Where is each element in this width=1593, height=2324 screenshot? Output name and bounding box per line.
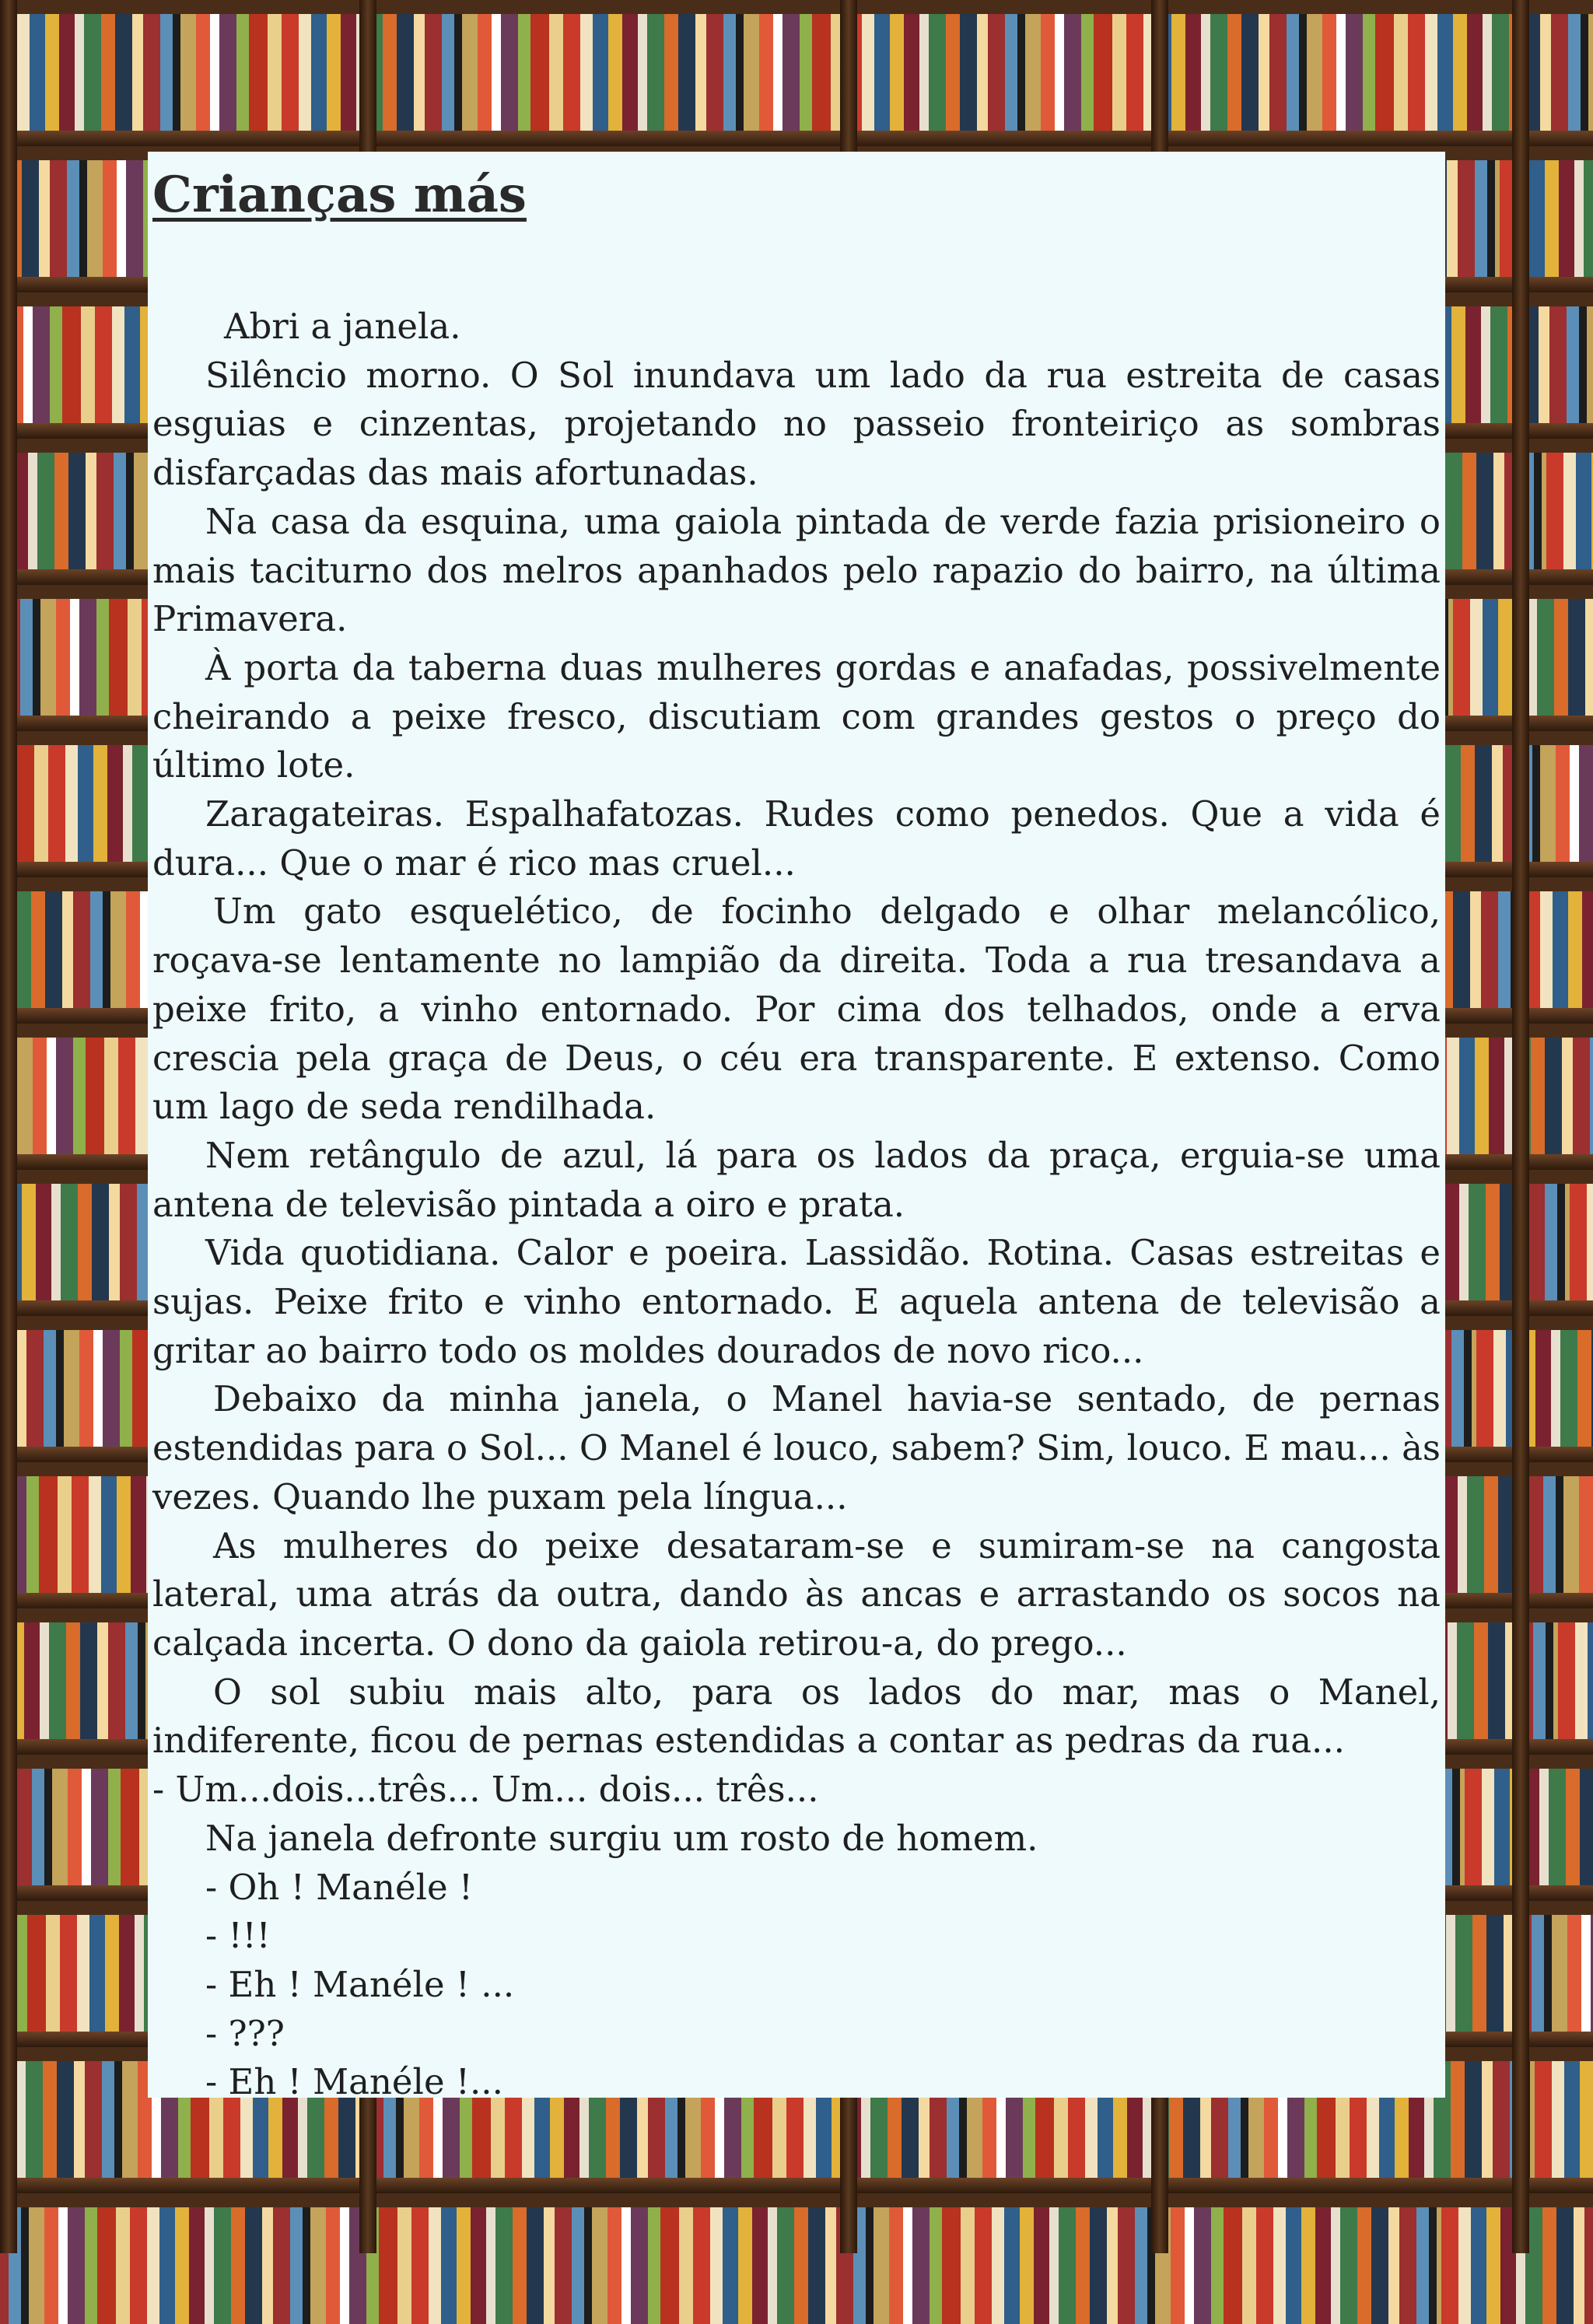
paragraph: À porta da taberna duas mulheres gordas e anafadas, possivelmente cheirando a peixe fresco, discutiam com grandes gestos o preço do último lote. — [152, 646, 1441, 786]
paragraph: Silêncio morno. O Sol inundava um lado da rua estreita de casas esguias e cinzentas, projetando no passeio fronteiriço as sombras disfarçadas das mais afortunadas. — [152, 354, 1441, 494]
dialogue-line: - Um...dois...três... Um... dois... três... — [152, 1769, 819, 1811]
dialogue-line: - !!! — [205, 1915, 271, 1957]
story-body — [152, 303, 1441, 2107]
shelf-row — [0, 0, 1593, 146]
paragraph: Nem retângulo de azul, lá para os lados da praça, erguia-se uma antena de televisão pintada a oiro e prata. — [152, 1134, 1441, 1225]
dialogue-line: - Eh ! Manéle !... — [205, 2061, 503, 2103]
shelf-board — [0, 131, 1593, 146]
shelf-row — [0, 2193, 1593, 2253]
shelf-books — [0, 2207, 1593, 2324]
paragraph: O sol subiu mais alto, para os lados do mar, mas o Manel, indiferente, ficou de pernas estendidas a contar as pedras da rua... — [152, 1671, 1441, 1762]
text-panel — [148, 152, 1445, 2103]
shelf-post — [1512, 0, 1529, 2253]
paragraph: Abri a janela. — [224, 306, 461, 347]
paragraph: Na janela defronte surgiu um rosto de homem. — [205, 1817, 1038, 1859]
dialogue-line: - Eh ! Manéle ! ... — [205, 1963, 515, 2005]
shelf-books — [0, 14, 1593, 131]
shelf-post — [0, 0, 17, 2253]
paragraph: Um gato esquelético, de focinho delgado e olhar melancólico, roçava-se lentamente no lampião da direita. Toda a rua tresandava a peixe frito, a vinho entornado. Por cima dos telhados, onde a erva crescia pela graça de Deus, o céu era transparente. E extenso. Como um lago de seda rendilhada. — [152, 891, 1441, 1128]
document-title: Crianças más — [152, 166, 527, 224]
dialogue-line: - Oh ! Manéle ! — [205, 1866, 474, 1908]
paragraph: Debaixo da minha janela, o Manel havia-se sentado, de pernas estendidas para o Sol... O Manel é louco, sabem? Sim, louco. E mau... às vezes. Quando lhe puxam pela língua... — [152, 1378, 1441, 1517]
shelf-board — [0, 2178, 1593, 2193]
paragraph: Na casa da esquina, uma gaiola pintada de verde fazia prisioneiro o mais taciturno dos melros apanhados pelo rapazio do bairro, na última Primavera. — [152, 500, 1441, 640]
paragraph: Zaragateiras. Espalhafatozas. Rudes como penedos. Que a vida é dura... Que o mar é rico mas cruel... — [152, 793, 1441, 884]
paragraph: As mulheres do peixe desataram-se e sumiram-se na cangosta lateral, uma atrás da outra, dando às ancas e arrastando os socos na calçada incerta. O dono da gaiola retirou-a, do prego... — [152, 1524, 1441, 1664]
paragraph: Vida quotidiana. Calor e poeira. Lassidão. Rotina. Casas estreitas e sujas. Peixe frito e vinho entornado. E aquela antena de televisão a gritar ao bairro todo os moldes dourados de novo rico... — [152, 1232, 1441, 1371]
dialogue-line: - ??? — [205, 2012, 285, 2054]
